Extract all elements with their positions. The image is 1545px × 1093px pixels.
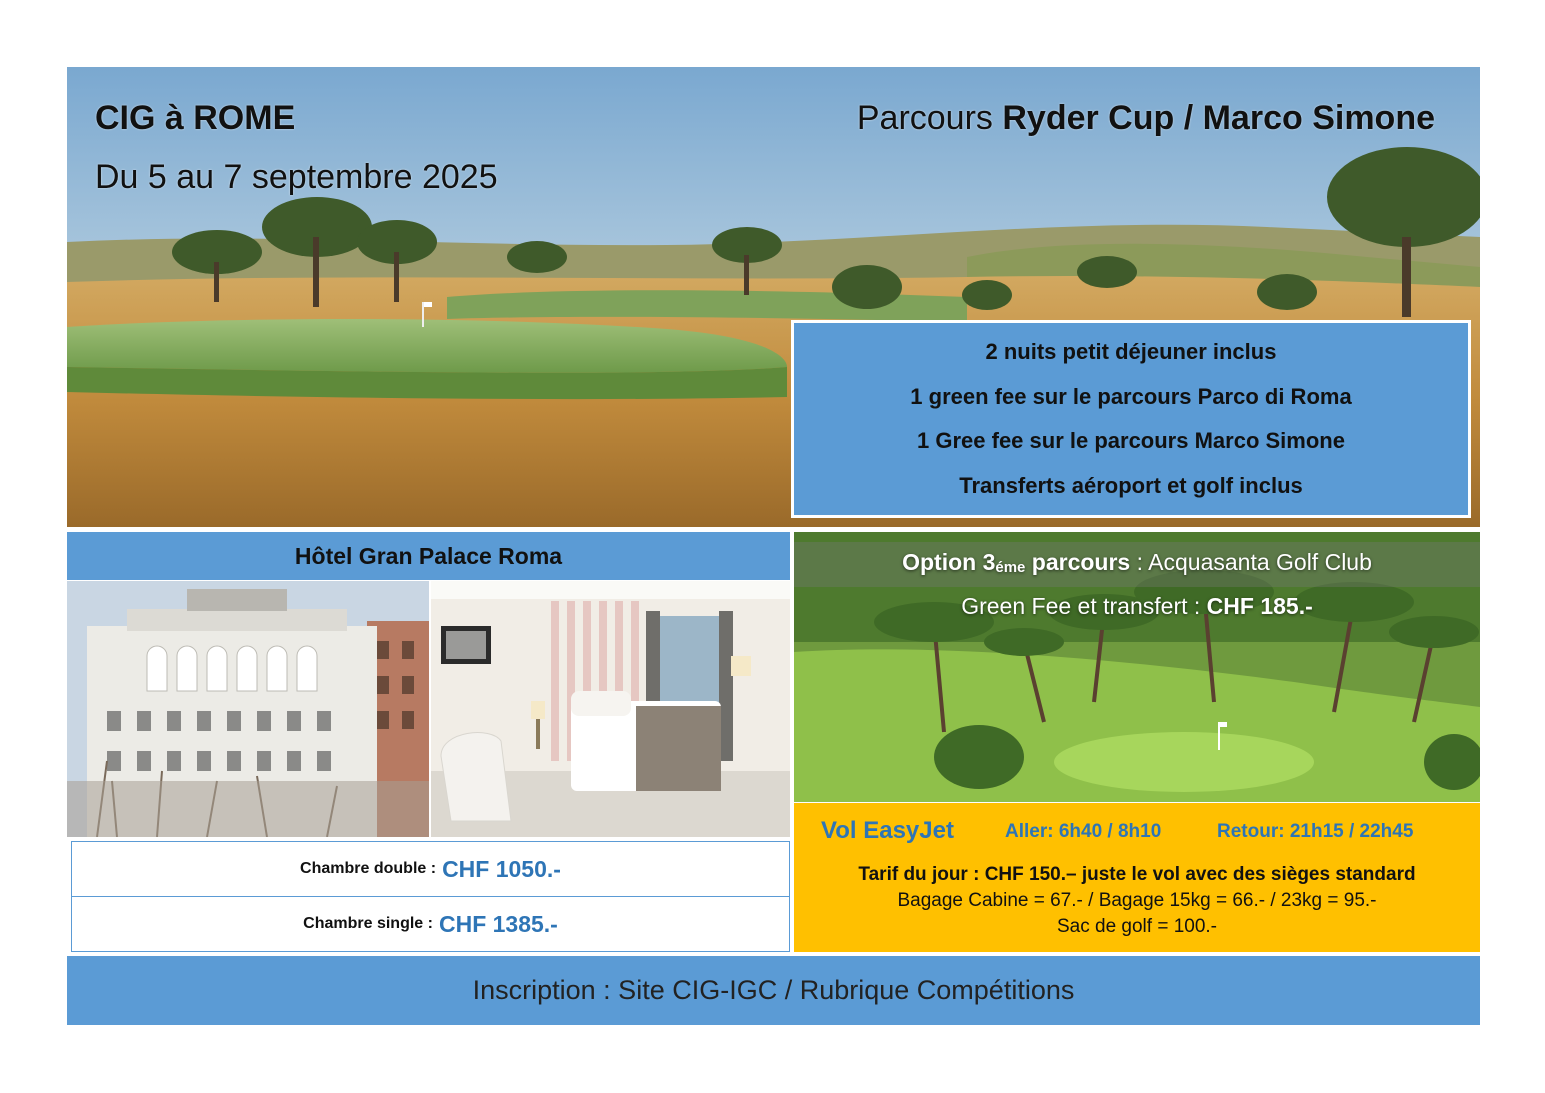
event-title-prefix: CIG à	[95, 99, 194, 137]
hotel-building-illustration	[67, 581, 429, 837]
option-label-end: parcours	[1025, 549, 1131, 575]
registration-footer: Inscription : Site CIG-IGC / Rubrique Compétitions	[67, 956, 1480, 1025]
single-room-price: CHF 1385.-	[438, 910, 558, 937]
option-separator: :	[1130, 549, 1149, 575]
flight-baggage: Bagage Cabine = 67.- / Bagage 15kg = 66.- / 23kg = 95.-	[897, 890, 1377, 911]
flight-return-times: Retour: 21h15 / 22h45	[1217, 821, 1414, 842]
option-title-line	[794, 549, 1480, 576]
option-course-panel	[794, 532, 1480, 802]
double-room-price: CHF 1050.-	[442, 855, 561, 882]
hotel-room-illustration	[431, 581, 790, 837]
flight-fare: Tarif du jour : CHF 150.– juste le vol avec des sièges standard	[858, 864, 1416, 885]
flight-golf-bag: Sac de golf = 100.-	[1056, 916, 1218, 937]
course-title	[857, 99, 1435, 138]
event-title-place: ROME	[193, 99, 296, 137]
option-label-sup: éme	[995, 559, 1026, 576]
event-title	[95, 99, 295, 138]
inclusion-item: 1 green fee sur le parcours Parco di Roma	[910, 383, 1352, 409]
hotel-name: Hôtel Gran Palace Roma	[67, 532, 790, 580]
course-name: Ryder Cup / Marco Simone	[1002, 99, 1435, 137]
single-room-label: Chambre single :	[303, 915, 433, 932]
flight-outbound-times: Aller: 6h40 / 8h10	[1005, 821, 1162, 842]
double-room-row	[72, 842, 789, 896]
inclusion-item: Transferts aéroport et golf inclus	[959, 472, 1303, 498]
option-fee-line	[794, 593, 1480, 620]
option-fee-price: CHF 185.-	[1206, 593, 1313, 619]
inclusion-item: 1 Gree fee sur le parcours Marco Simone	[917, 428, 1345, 453]
inclusion-item: 2 nuits petit déjeuner inclus	[985, 339, 1277, 364]
event-dates: Du 5 au 7 septembre 2025	[95, 158, 498, 196]
hotel-room-photo	[431, 581, 790, 837]
double-room-label: Chambre double :	[300, 860, 437, 877]
course-prefix: Parcours	[856, 99, 1003, 137]
option-fee-label: Green Fee et transfert :	[961, 593, 1207, 619]
single-room-row	[72, 896, 789, 951]
hotel-exterior-photo	[67, 581, 429, 837]
option-label-start: Option 3	[902, 549, 996, 575]
option-club: Acquasanta Golf Club	[1148, 549, 1372, 575]
flight-title: Vol EasyJet	[821, 817, 954, 844]
room-prices-table	[71, 841, 790, 952]
flight-panel	[794, 803, 1480, 952]
inclusions-panel	[791, 320, 1471, 518]
